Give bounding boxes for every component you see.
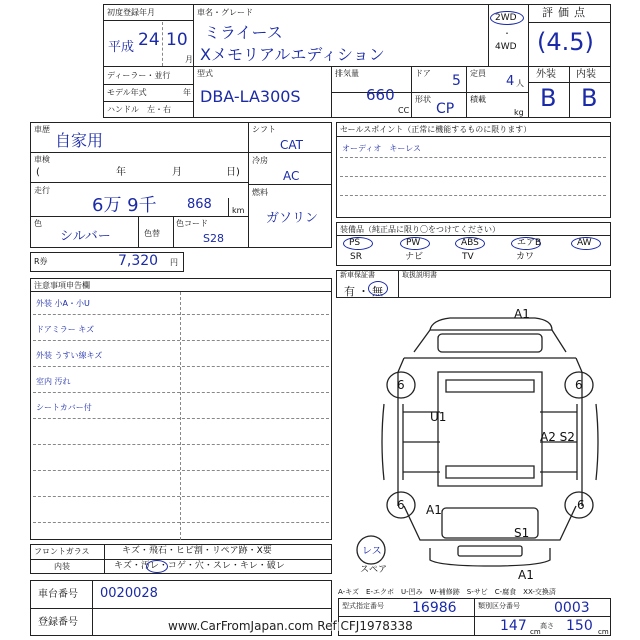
damage-mark: 6 [397,378,405,392]
color-code: S28 [203,232,224,245]
inspection-month: 月 [172,167,182,178]
color: シルバー [60,229,111,244]
legend: A-キズ E-エクボ U-凹み W-補修跡 S-サビ C-腐食 XX-交換済 [338,588,556,596]
type-label: 型式 [197,69,213,78]
damage-mark: S1 [514,526,530,540]
drive-4wd: 4WD [495,42,517,52]
vehicle-no: 0020028 [100,586,158,601]
damage-mark: A2 S2 [540,430,575,444]
warranty-sep: ・ [358,285,369,298]
damage-mark: 6 [575,378,583,392]
damage-mark: A1 [426,503,442,517]
mileage-main: 6万 9千 [92,195,157,216]
color-change-label: 色替 [144,229,160,238]
person-unit: 人 [516,79,524,88]
class-no: 0003 [554,600,590,616]
type-value: DBA-LA300S [200,87,301,106]
r-ticket-label: R券 [34,257,48,266]
divider [474,598,475,636]
carname-label: 車名・グレード [197,8,253,17]
sales-text: オーディオ キーレス [342,144,421,153]
divider [92,580,93,636]
first-reg-month: 10 [166,30,188,50]
capacity: 4 [506,74,515,89]
kg-unit: kg [514,108,524,117]
model-year-label: モデル年式 [107,88,147,97]
divider [104,544,105,574]
ext-label: 外装 [536,69,556,80]
damage-mark: 6 [577,498,585,512]
equipment-item: ナビ [405,252,424,262]
warranty-no: 無 [372,285,383,298]
inspection-year: 年 [116,167,126,178]
front-glass-label: フロントガラス [34,547,90,556]
ac-label: 冷房 [252,156,268,165]
r-ticket: 7,320 [118,253,159,269]
color-label: 色 [34,219,42,228]
equipment-item: エアB [517,238,542,248]
class-no-label: 類別区分番号 [478,602,520,610]
first-reg-label: 初度登録年月 [107,8,155,17]
width-unit: cm [530,628,541,636]
damage-mark: A1 [514,307,530,321]
capacity-label: 定員 [470,69,486,78]
height-label: 高さ [540,622,554,630]
score: (4.5) [537,28,594,56]
divider [30,559,332,560]
first-reg-year: 24 [138,30,160,50]
divider [30,608,332,609]
fuel: ガソリン [266,211,319,226]
displacement-label: 排気量 [335,69,359,78]
ext-grade: B [540,84,557,112]
drive-dot: ・ [503,29,511,38]
first-reg-era: 平成 [108,40,135,55]
model-no-label: 型式指定番号 [342,602,384,610]
equipment-item: ABS [461,238,479,248]
note-line: シートカバー付 [36,403,92,412]
load-label: 積載 [470,95,486,104]
ac: AC [283,169,300,183]
model-no: 16986 [412,600,457,616]
inspection-paren: ( [36,167,40,178]
note-line: 室内 汚れ [36,377,71,386]
reg-no-label: 登録番号 [38,617,78,628]
height-unit: cm [598,628,609,636]
doors: 5 [452,73,461,89]
spare-text: スペア [360,565,388,575]
history-label: 車歴 [34,125,50,134]
warranty-label: 新車保証書 [340,271,375,279]
equipment-item: SR [350,252,362,262]
shift: CAT [280,138,303,152]
mileage-label: 走行 [34,186,50,195]
sales-label: セールスポイント（正常に機能するものに限ります） [340,125,532,134]
note-line: 外装 うすい線キズ [36,351,103,360]
watermark: www.CarFromJapan.com Ref CFJ1978338 [168,619,413,633]
year-unit: 年 [183,88,191,97]
height-value: 150 [566,618,593,634]
handle-label: ハンドル 左・右 [107,105,171,114]
equipment-item: PS [349,238,361,248]
yen-unit: 円 [170,258,178,267]
equipment-item: TV [462,252,474,262]
front-glass-options: キズ・飛石・ヒビ割・リペア跡・X要 [122,546,272,556]
note-line: 外装 小A・小U [36,299,90,308]
km-unit: km [232,206,245,215]
cc-unit: CC [398,106,410,115]
month-unit: 月 [185,55,193,64]
int-grade: B [581,84,598,112]
score-label: 評価点 [542,6,590,19]
equipment-item: PW [406,238,421,248]
shape: CP [436,101,455,117]
int-label: 内装 [576,69,596,80]
mileage-sub: 868 [187,197,212,212]
vehicle-no-label: 車台番号 [38,589,78,600]
note-line: ドアミラー キズ [36,325,95,334]
dealer-label: ディーラー・並行 [107,71,171,80]
shift-label: シフト [252,125,276,134]
interior-label: 内装 [54,562,70,571]
damage-mark: 6 [397,498,405,512]
displacement: 660 [366,86,395,104]
door-label: ドア [415,69,431,78]
equipment-item: AW [577,238,592,248]
width-value: 147 [500,618,527,634]
interior-options: キズ・汚レ・コゲ・穴・スレ・キレ・破レ [114,561,285,571]
damage-mark: A1 [518,568,534,582]
warranty-yes: 有 [344,285,355,298]
inspection-label: 車検 [34,155,50,164]
color-code-label: 色コード [176,219,208,228]
carname: ミライース [204,23,283,42]
notes-label: 注意事項申告欄 [34,281,90,290]
spare-label: レス [362,546,382,557]
shape-label: 形状 [415,95,431,104]
drive-2wd: 2WD [495,13,517,23]
equipment-item: カワ [516,252,535,262]
manual-label: 取扱説明書 [402,271,437,279]
history: 自家用 [55,131,104,150]
equipment-label: 装備品（純正品に限り〇をつけてください） [340,225,500,234]
fuel-label: 燃料 [252,188,268,197]
inspection-day: 日) [226,167,240,178]
grade: Xメモリアルエディション [200,45,385,64]
interior-circle [146,560,168,573]
damage-mark: U1 [430,410,447,424]
